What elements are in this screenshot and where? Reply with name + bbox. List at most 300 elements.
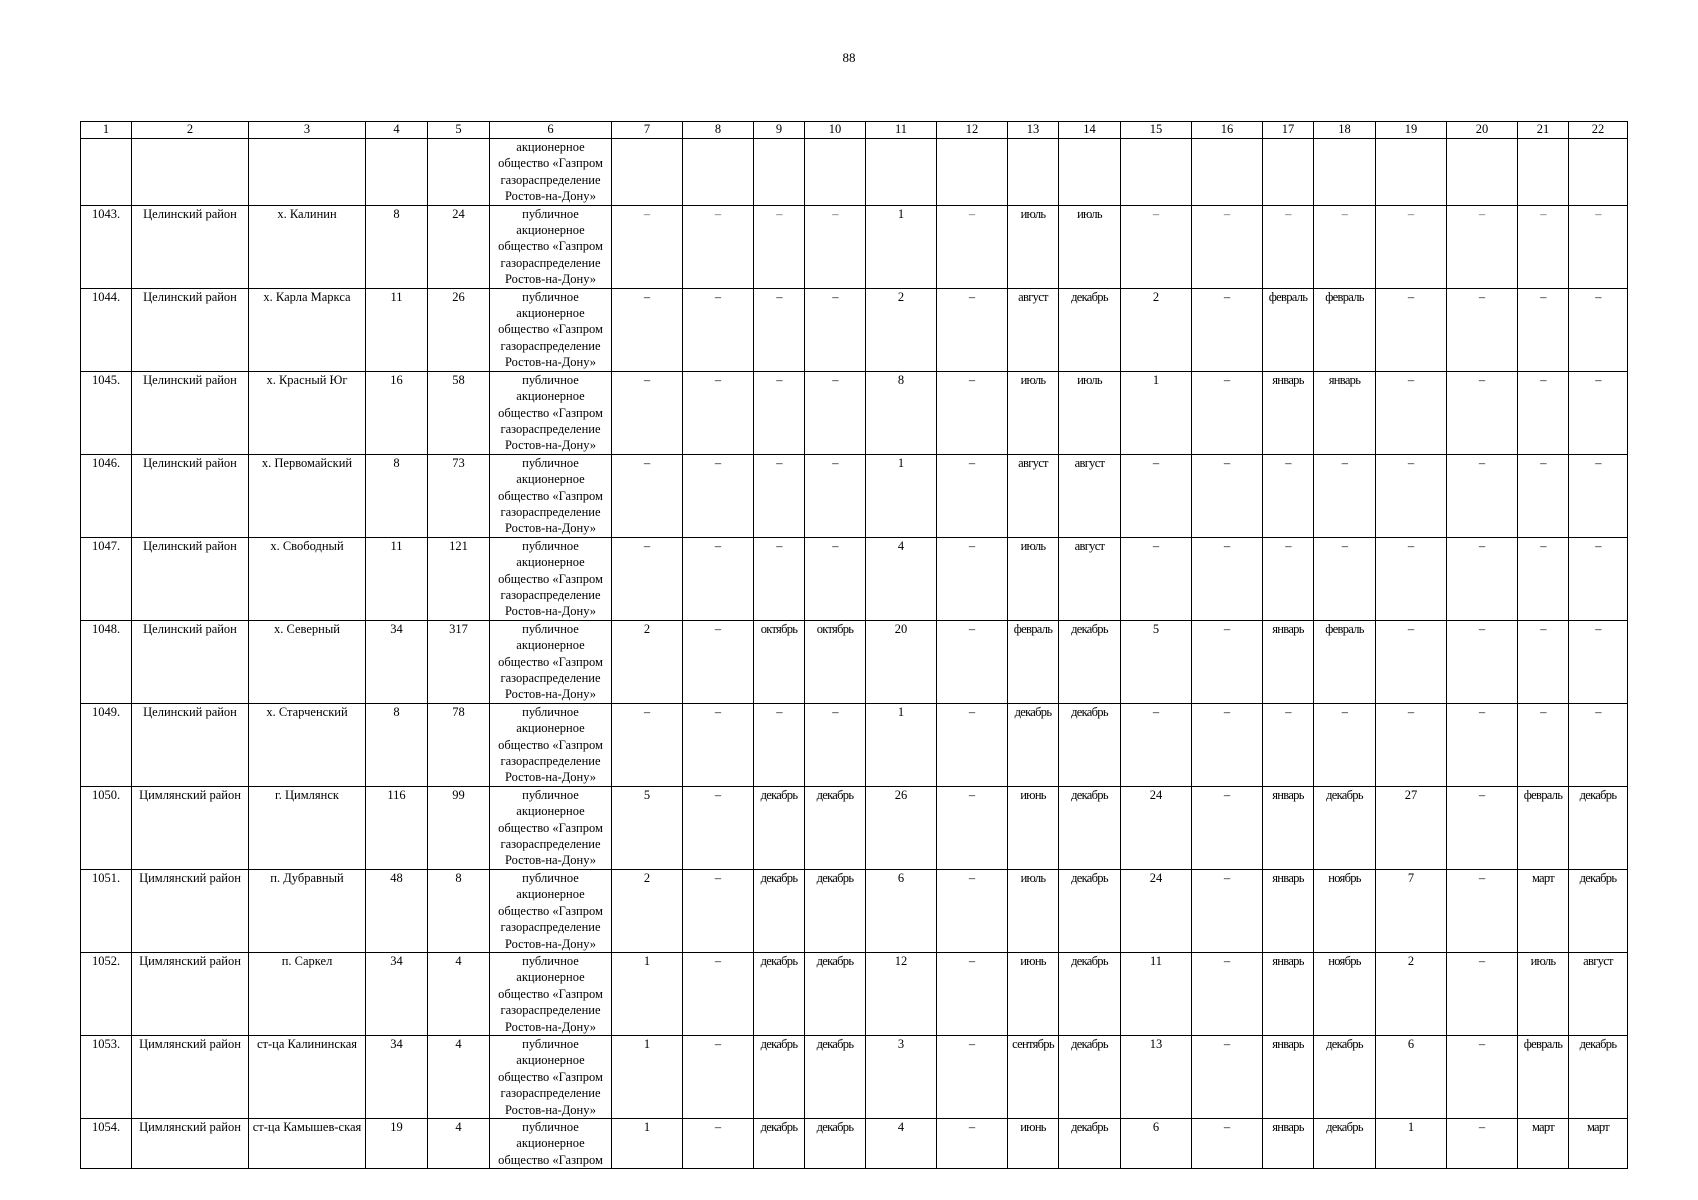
table-cell: 16 [366,371,428,454]
table-cell: – [1447,371,1518,454]
table-cell: март [1518,1118,1569,1168]
column-header: 12 [937,122,1008,139]
table-cell: 26 [866,786,937,869]
table-cell: – [1447,786,1518,869]
table-cell: 2 [1121,288,1192,371]
table-cell: 4 [428,1035,490,1118]
table-cell: – [683,371,754,454]
table-cell [612,139,683,206]
table-cell [132,139,249,206]
table-cell: 99 [428,786,490,869]
table-cell: – [937,371,1008,454]
table-cell: – [1376,537,1447,620]
table-cell: 1043. [81,205,132,288]
table-cell: 34 [366,952,428,1035]
table-cell: 1050. [81,786,132,869]
table-cell: – [1192,786,1263,869]
table-cell: – [683,537,754,620]
table-cell: 26 [428,288,490,371]
table-cell [866,139,937,206]
table-row [81,537,1628,620]
table-cell: 1 [612,952,683,1035]
table-cell: – [1376,454,1447,537]
data-table [80,121,1628,1169]
table-cell: – [1447,869,1518,952]
table-cell: – [1518,537,1569,620]
table-cell: – [612,371,683,454]
continuation-row [81,139,1628,206]
table-cell: – [1569,703,1628,786]
table-cell: публичное акционерное общество «Газпром газораспределение Ростов-на-Дону» [490,620,612,703]
table-cell: – [1376,371,1447,454]
column-header: 2 [132,122,249,139]
table-cell: – [1263,454,1314,537]
header-row [81,122,1628,139]
table-cell: декабрь [1059,703,1121,786]
table-cell: ноябрь [1314,952,1376,1035]
table-cell: публичное акционерное общество «Газпром [490,1118,612,1168]
table-cell: – [805,205,866,288]
table-cell: – [1192,371,1263,454]
table-cell: июль [1008,537,1059,620]
table-cell: 1 [612,1035,683,1118]
table-cell: публичное акционерное общество «Газпром газораспределение Ростов-на-Дону» [490,952,612,1035]
table-cell: – [1121,454,1192,537]
table-cell: Целинский район [132,205,249,288]
table-row [81,786,1628,869]
table-cell: Целинский район [132,371,249,454]
table-cell: – [1518,703,1569,786]
table-cell: – [683,454,754,537]
table-cell: Целинский район [132,703,249,786]
table-cell: – [754,537,805,620]
table-cell: – [1121,703,1192,786]
table-row [81,371,1628,454]
table-cell: – [805,371,866,454]
table-cell: – [1569,371,1628,454]
table-cell: публичное акционерное общество «Газпром газораспределение Ростов-на-Дону» [490,869,612,952]
table-cell: – [1518,620,1569,703]
table-cell: 27 [1376,786,1447,869]
table-cell: – [1263,537,1314,620]
table-cell: Целинский район [132,288,249,371]
table-cell: – [612,454,683,537]
table-cell: – [1192,952,1263,1035]
table-cell: – [683,620,754,703]
table-cell [1314,139,1376,206]
table-cell: – [937,786,1008,869]
table-cell: 2 [612,869,683,952]
table-cell: 8 [366,205,428,288]
table-cell: – [754,205,805,288]
table-cell: – [683,205,754,288]
table-cell: – [1314,703,1376,786]
table-cell: – [1376,288,1447,371]
table-cell: акционерное общество «Газпром газораспределение Ростов-на-Дону» [490,139,612,206]
column-header: 11 [866,122,937,139]
column-header: 6 [490,122,612,139]
table-cell: август [1008,454,1059,537]
table-cell: – [1192,1118,1263,1168]
column-header: 3 [249,122,366,139]
table-cell: – [1569,537,1628,620]
table-cell [805,139,866,206]
table-cell: – [1192,1035,1263,1118]
table-cell: Целинский район [132,454,249,537]
table-cell: 3 [866,1035,937,1118]
table-cell: 1 [1121,371,1192,454]
table-cell: 11 [366,537,428,620]
table-cell: 5 [1121,620,1192,703]
table-cell: публичное акционерное общество «Газпром газораспределение Ростов-на-Дону» [490,703,612,786]
table-cell: – [1192,288,1263,371]
table-row [81,952,1628,1035]
table-cell: – [1569,454,1628,537]
column-header: 9 [754,122,805,139]
table-cell: – [1376,205,1447,288]
table-cell: 1 [866,454,937,537]
table-cell: июнь [1008,952,1059,1035]
table-cell [1059,139,1121,206]
table-cell: – [937,952,1008,1035]
table-cell: февраль [1263,288,1314,371]
table-cell: х. Старченский [249,703,366,786]
table-cell: публичное акционерное общество «Газпром газораспределение Ростов-на-Дону» [490,786,612,869]
table-cell: – [683,1118,754,1168]
table-cell: – [937,1035,1008,1118]
table-cell: – [612,205,683,288]
table-cell: – [937,205,1008,288]
table-cell: декабрь [754,1035,805,1118]
table-cell: август [1059,454,1121,537]
table-cell: – [805,288,866,371]
table-cell: 1048. [81,620,132,703]
table-cell: март [1569,1118,1628,1168]
table-cell: 116 [366,786,428,869]
table-cell: март [1518,869,1569,952]
table-cell: 8 [866,371,937,454]
table-cell: – [612,703,683,786]
table-cell: х. Северный [249,620,366,703]
table-cell: – [1192,869,1263,952]
table-cell: 1 [612,1118,683,1168]
table-cell: – [612,537,683,620]
table-cell: – [1447,1118,1518,1168]
column-header: 1 [81,122,132,139]
table-cell: – [805,703,866,786]
table-cell: 5 [612,786,683,869]
table-cell: июнь [1008,1118,1059,1168]
table-cell [1518,139,1569,206]
table-cell: – [1376,703,1447,786]
table-cell: – [1569,288,1628,371]
table-cell: – [1314,454,1376,537]
table-cell: июль [1008,869,1059,952]
table-cell: – [1121,205,1192,288]
table-cell: – [1569,620,1628,703]
table-cell: 2 [612,620,683,703]
table-cell: – [683,869,754,952]
table-cell: 1 [866,205,937,288]
table-cell [1121,139,1192,206]
table-cell: октябрь [805,620,866,703]
column-header: 4 [366,122,428,139]
table-cell: 317 [428,620,490,703]
table-cell: публичное акционерное общество «Газпром газораспределение Ростов-на-Дону» [490,1035,612,1118]
table-row [81,205,1628,288]
table-cell: декабрь [1569,786,1628,869]
column-header: 19 [1376,122,1447,139]
table-cell: – [754,288,805,371]
table-cell: декабрь [805,1035,866,1118]
table-cell: 58 [428,371,490,454]
table-cell: х. Калинин [249,205,366,288]
table-cell: – [683,952,754,1035]
table-cell: 6 [866,869,937,952]
table-cell: Цимлянский район [132,1118,249,1168]
column-header: 15 [1121,122,1192,139]
table-cell: февраль [1518,786,1569,869]
table-cell: публичное акционерное общество «Газпром газораспределение Ростов-на-Дону» [490,205,612,288]
table-cell: январь [1263,1118,1314,1168]
column-header: 18 [1314,122,1376,139]
table-cell: 19 [366,1118,428,1168]
table-cell: декабрь [1569,1035,1628,1118]
table-cell: – [1192,537,1263,620]
table-cell: х. Карла Маркса [249,288,366,371]
table-cell: – [1447,205,1518,288]
table-cell: декабрь [805,952,866,1035]
table-cell: – [1376,620,1447,703]
table-cell: 1046. [81,454,132,537]
table-cell [1263,139,1314,206]
table-cell: 1045. [81,371,132,454]
table-cell: июль [1008,205,1059,288]
table-cell: – [1518,288,1569,371]
table-cell: 6 [1376,1035,1447,1118]
table-cell: декабрь [1314,1118,1376,1168]
table-cell: – [805,454,866,537]
table-cell: – [1192,703,1263,786]
table-cell: – [1447,952,1518,1035]
table-cell: 78 [428,703,490,786]
table-cell: – [1518,371,1569,454]
table-cell: 2 [866,288,937,371]
table-cell: 1052. [81,952,132,1035]
table-cell: 4 [428,952,490,1035]
table-cell: декабрь [1314,1035,1376,1118]
table-cell: – [1192,620,1263,703]
table-cell: – [1447,288,1518,371]
column-header: 13 [1008,122,1059,139]
column-header: 7 [612,122,683,139]
table-cell: декабрь [1059,1118,1121,1168]
table-cell: 48 [366,869,428,952]
table-cell: январь [1263,620,1314,703]
table-cell: – [1192,454,1263,537]
table-cell: – [937,1118,1008,1168]
table-cell: – [1263,205,1314,288]
table-cell: 121 [428,537,490,620]
table-cell: декабрь [805,786,866,869]
table-cell: 8 [366,703,428,786]
table-cell: 8 [428,869,490,952]
table-cell: 4 [428,1118,490,1168]
table-cell: – [612,288,683,371]
table-cell: февраль [1518,1035,1569,1118]
table-cell: – [1314,537,1376,620]
table-cell: – [937,288,1008,371]
table-cell: – [683,1035,754,1118]
table-cell: ст-ца Камышев-ская [249,1118,366,1168]
table-cell: 34 [366,1035,428,1118]
table-cell [683,139,754,206]
table-cell: – [937,620,1008,703]
table-cell: Цимлянский район [132,1035,249,1118]
column-header: 21 [1518,122,1569,139]
table-cell: 1049. [81,703,132,786]
table-cell: январь [1263,371,1314,454]
table-cell: август [1008,288,1059,371]
table-cell: февраль [1314,620,1376,703]
table-cell: – [937,869,1008,952]
table-cell: 1051. [81,869,132,952]
table-cell: 6 [1121,1118,1192,1168]
table-cell: – [1121,537,1192,620]
column-header: 14 [1059,122,1121,139]
table-cell: декабрь [1059,952,1121,1035]
column-header: 20 [1447,122,1518,139]
table-row [81,454,1628,537]
table-cell: 4 [866,1118,937,1168]
table-cell: 4 [866,537,937,620]
table-cell: – [683,288,754,371]
table-cell: – [683,703,754,786]
table-cell: – [1447,703,1518,786]
column-header: 10 [805,122,866,139]
table-row [81,1118,1628,1168]
table-cell [1192,139,1263,206]
table-cell: декабрь [1059,1035,1121,1118]
table-cell: публичное акционерное общество «Газпром газораспределение Ростов-на-Дону» [490,537,612,620]
table-cell: 1 [866,703,937,786]
table-cell: – [1518,205,1569,288]
table-cell: 1053. [81,1035,132,1118]
table-cell: – [1447,537,1518,620]
table-cell: 24 [1121,869,1192,952]
table-cell: январь [1263,869,1314,952]
table-row [81,1035,1628,1118]
table-cell: х. Красный Юг [249,371,366,454]
table-cell [937,139,1008,206]
table-cell [428,139,490,206]
table-cell: ст-ца Калининская [249,1035,366,1118]
table-cell: декабрь [754,869,805,952]
page-number: 88 [842,50,856,65]
table-cell: – [1447,454,1518,537]
table-cell: Целинский район [132,537,249,620]
table-cell: 11 [366,288,428,371]
table-cell: 1 [1376,1118,1447,1168]
table-cell: – [683,786,754,869]
table-cell: июль [1008,371,1059,454]
table-cell: 1054. [81,1118,132,1168]
column-header: 17 [1263,122,1314,139]
table-cell: публичное акционерное общество «Газпром газораспределение Ростов-на-Дону» [490,371,612,454]
table-cell: 1044. [81,288,132,371]
table-cell: Цимлянский район [132,869,249,952]
table-cell: 24 [1121,786,1192,869]
table-cell: – [754,454,805,537]
table-cell: Целинский район [132,620,249,703]
table-cell: – [1518,454,1569,537]
table-cell: 12 [866,952,937,1035]
table-row [81,620,1628,703]
table-cell: декабрь [1059,620,1121,703]
table-cell: декабрь [1059,786,1121,869]
table-cell: – [754,703,805,786]
table-cell: декабрь [754,952,805,1035]
table-cell: 2 [1376,952,1447,1035]
table-cell: декабрь [1569,869,1628,952]
table-cell: 8 [366,454,428,537]
table-cell [81,139,132,206]
table-cell [1447,139,1518,206]
table-cell: – [937,703,1008,786]
table-cell: – [937,537,1008,620]
table-cell: январь [1263,786,1314,869]
table-cell: – [754,371,805,454]
table-cell: январь [1263,952,1314,1035]
column-header: 8 [683,122,754,139]
table-cell [1008,139,1059,206]
table-cell: 34 [366,620,428,703]
table-row [81,288,1628,371]
table-cell: 1047. [81,537,132,620]
table-cell: декабрь [754,1118,805,1168]
table-cell: 11 [1121,952,1192,1035]
table-cell: – [1447,1035,1518,1118]
table-cell: февраль [1314,288,1376,371]
table-cell: январь [1263,1035,1314,1118]
table-cell: Цимлянский район [132,952,249,1035]
table-cell: – [1192,205,1263,288]
table-cell [754,139,805,206]
table-cell: декабрь [1008,703,1059,786]
table-cell: 73 [428,454,490,537]
table-cell: 24 [428,205,490,288]
table-cell: февраль [1008,620,1059,703]
table-cell: октябрь [754,620,805,703]
table-cell [366,139,428,206]
table-cell: июнь [1008,786,1059,869]
column-header: 5 [428,122,490,139]
column-header: 16 [1192,122,1263,139]
table-cell [1569,139,1628,206]
table-cell: декабрь [754,786,805,869]
table-cell: г. Цимлянск [249,786,366,869]
table-cell: август [1059,537,1121,620]
column-header: 22 [1569,122,1628,139]
table-cell: Цимлянский район [132,786,249,869]
table-cell: 13 [1121,1035,1192,1118]
table-cell: сентябрь [1008,1035,1059,1118]
table-cell [249,139,366,206]
table-cell: п. Дубравный [249,869,366,952]
table-cell: – [1447,620,1518,703]
table-cell: – [805,537,866,620]
table-cell: 7 [1376,869,1447,952]
